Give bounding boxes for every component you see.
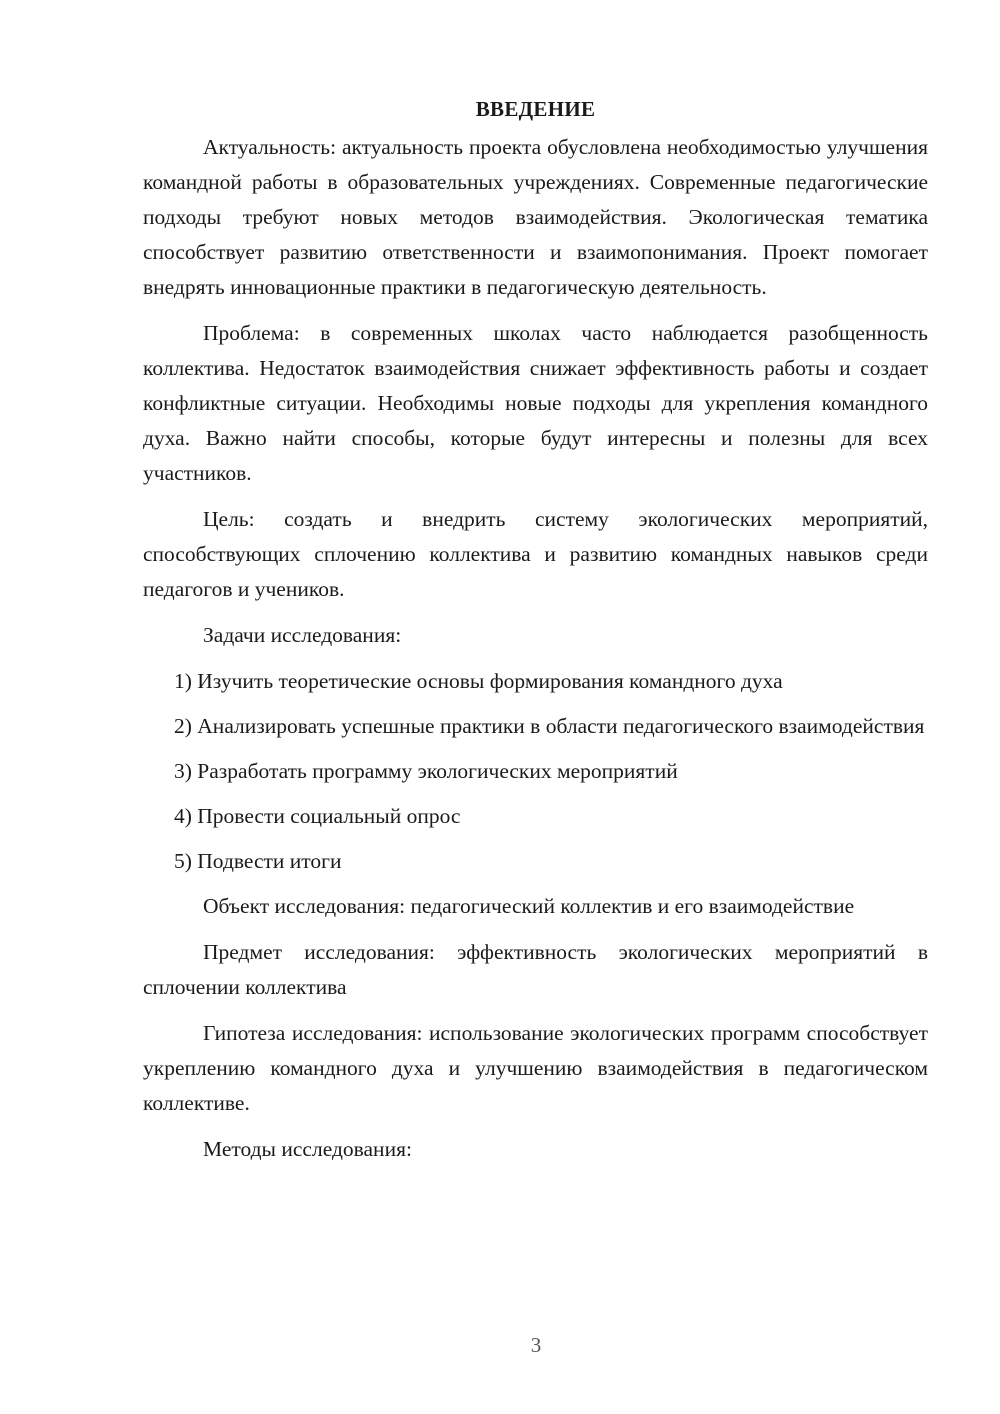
paragraph-problem: Проблема: в современных школах часто наблюдается разобщенность коллектива. Недостаток взаимодействия снижает эффективность работы и создает конфликтные ситуации. Необходимы новые подходы для укрепления командного духа. Важно найти способы, которые будут интересны и полезны для всех участников. — [143, 321, 928, 485]
paragraph-goal: Цель: создать и внедрить систему экологических мероприятий, способствующих сплочению коллектива и развитию командных навыков среди педагогов и учеников. — [143, 507, 928, 601]
tasks-heading: Задачи исследования: — [203, 623, 402, 647]
document-page — [143, 92, 928, 1178]
paragraph-subject: Предмет исследования: эффективность экологических мероприятий в сплочении коллектива — [143, 940, 928, 999]
list-item: 5) Подвести итоги — [174, 849, 342, 873]
list-item: 4) Провести социальный опрос — [174, 804, 461, 828]
page-number: 3 — [530, 1333, 542, 1357]
list-item: 1) Изучить теоретические основы формирования командного духа — [174, 669, 783, 693]
paragraph-object: Объект исследования: педагогический коллектив и его взаимодействие — [203, 894, 855, 918]
paragraph-hypothesis: Гипотеза исследования: использование экологических программ способствует укреплению командного духа и улучшению взаимодействия в педагогическом коллективе. — [143, 1021, 928, 1115]
list-item: 3) Разработать программу экологических мероприятий — [174, 759, 678, 783]
methods-heading: Методы исследования: — [203, 1137, 412, 1161]
list-item: 2) Анализировать успешные практики в области педагогического взаимодействия — [174, 714, 925, 738]
task-list — [143, 664, 928, 879]
page-title: ВВЕДЕНИЕ — [475, 97, 596, 121]
paragraph-relevance: Актуальность: актуальность проекта обусловлена необходимостью улучшения командной работы в образовательных учреждениях. Современные педагогические подходы требуют новых методов взаимодействия. Экологическая тематика способствует развитию ответственности и взаимопонимания. Проект помогает внедрять инновационные практики в педагогическую деятельность. — [143, 135, 928, 299]
